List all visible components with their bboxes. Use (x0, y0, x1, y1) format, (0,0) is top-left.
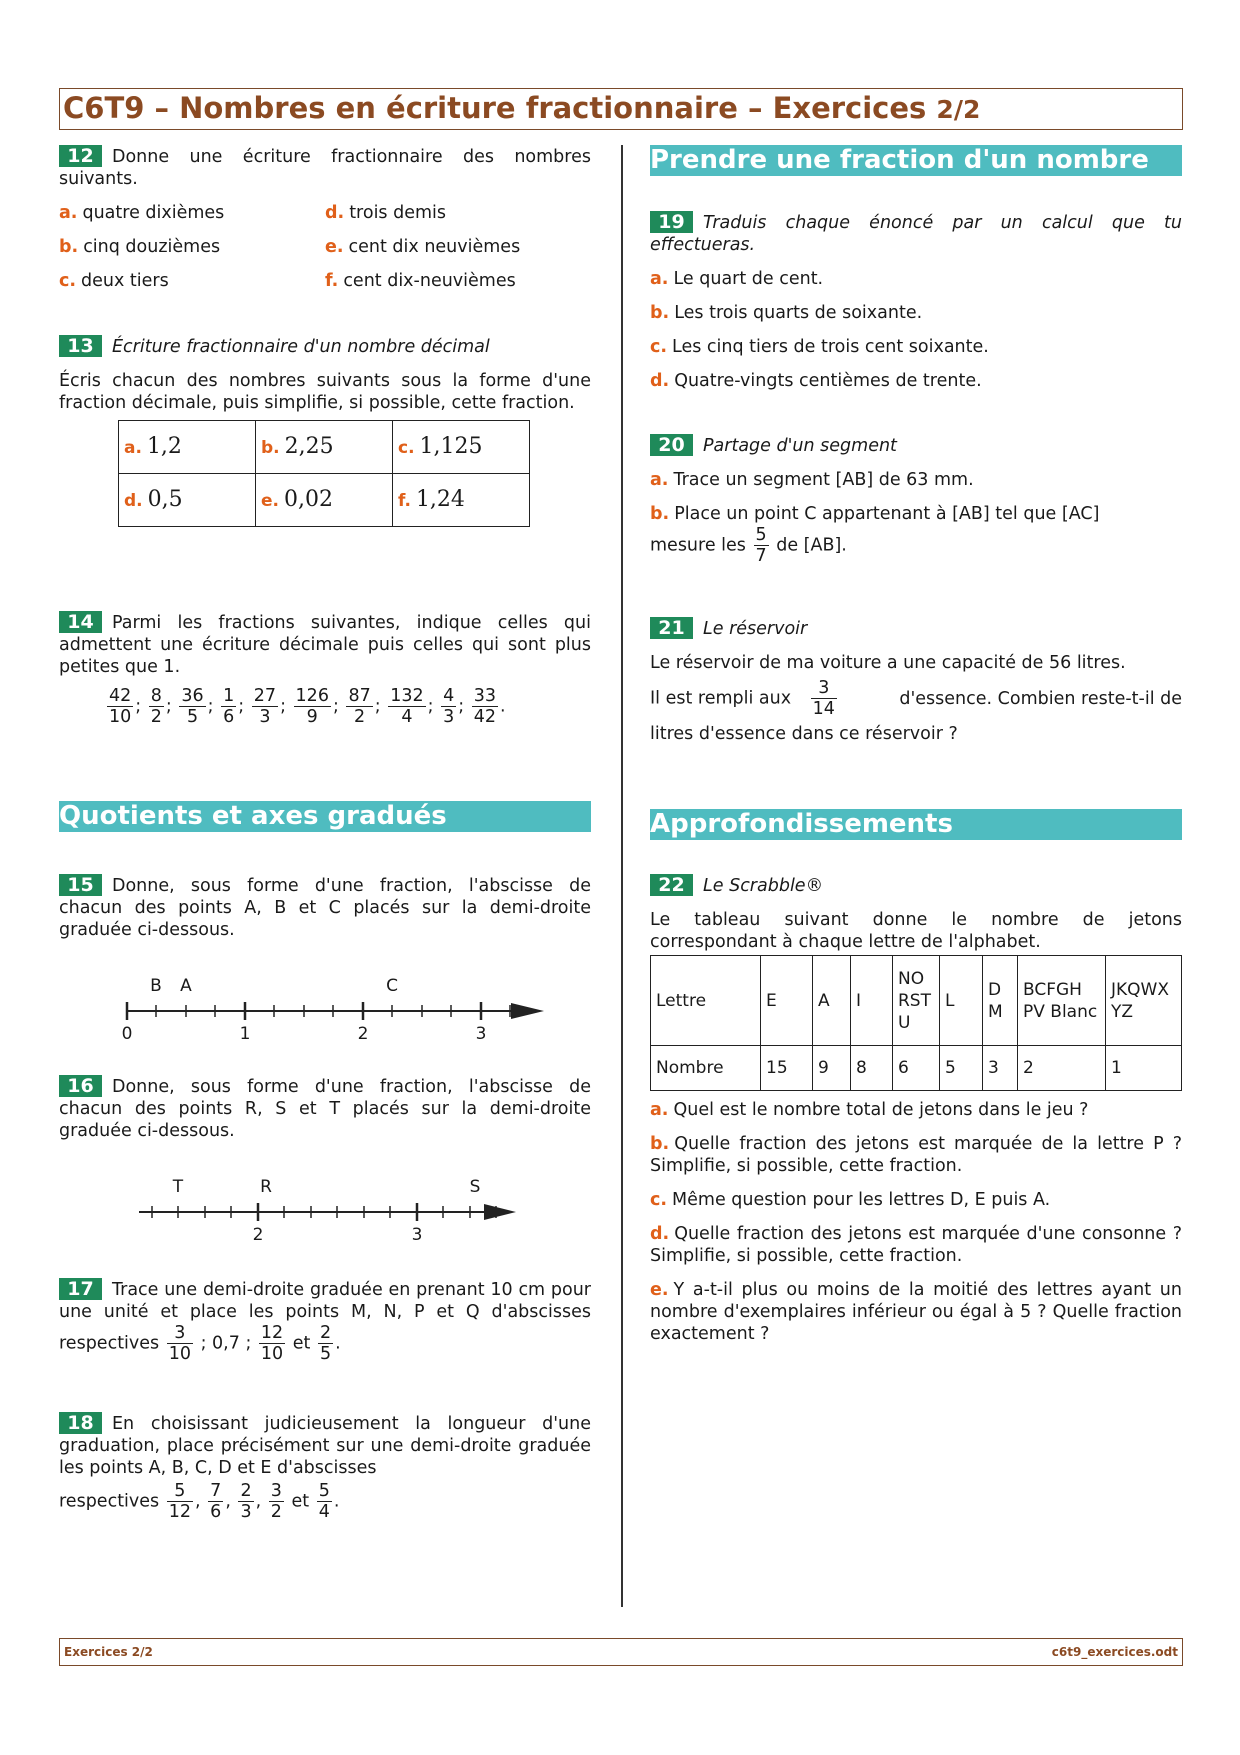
page-footer (59, 1638, 1183, 1666)
table-header-cell: Nombre (651, 1046, 761, 1091)
point-label-r: R (260, 1177, 272, 1197)
fraction: $\frac{36}{5}$ (181, 686, 204, 727)
section-header-quotients: Quotients et axes gradués (59, 801, 591, 832)
list-item: d. Quatre-vingts centièmes de trente. (650, 371, 982, 391)
table-cell: b. 2,25 (256, 421, 393, 474)
exercise-18: 18 En choisissant judicieusement la longueur d'une graduation, place précisément sur une demi-droite graduée les points A, B, C, D et E d'abscisses respectives $\frac{5}{12}$ , $\frac{7}{6}$ , $\frac{2}{3}$ , $\frac{3}{2}$ et $\frac{5}{4}$ . (59, 1412, 591, 1522)
exercise-prompt: Donne une écriture fractionnaire des nombres suivants. (59, 147, 591, 189)
table-cell: 5 (940, 1046, 983, 1091)
exercise-prompt: Écris chacun des nombres suivants sous la forme d'une fraction décimale, puis simplifie, si possible, cette fraction. (59, 371, 591, 413)
exercise-text: Place un point C appartenant à [AB] tel que [AC] (674, 504, 1100, 524)
list-item: b. Les trois quarts de soixante. (650, 303, 923, 323)
fraction: $\frac{5}{12}$ (168, 1481, 192, 1522)
tick-label: 1 (239, 1024, 251, 1044)
item-grid (59, 202, 591, 304)
fraction: $\frac{1}{6}$ (223, 686, 235, 727)
list-item: b. Quelle fraction des jetons est marquée de la lettre P ? Simplifie, si possible, cette fraction. (650, 1134, 1182, 1176)
table-header-cell: Lettre (651, 956, 761, 1046)
exercise-number: 20 (650, 434, 693, 456)
exercise-title: Le réservoir (703, 619, 808, 639)
list-item: c. deux tiers (59, 271, 169, 291)
table-cell: 3 (983, 1046, 1018, 1091)
table-cell: 8 (851, 1046, 893, 1091)
fraction: $\frac{42}{10}$ (109, 686, 132, 727)
fraction: $\frac{87}{2}$ (348, 686, 371, 727)
table-cell: D M (983, 956, 1018, 1046)
fraction: $\frac{4}{3}$ (443, 686, 455, 727)
exercise-number: 12 (59, 145, 102, 167)
exercise-number: 21 (650, 617, 693, 639)
table-cell: I (851, 956, 893, 1046)
exercise-number: 22 (650, 874, 693, 896)
exercise-text: litres d'essence dans ce réservoir ? (650, 724, 958, 744)
fraction: $\frac{7}{6}$ (210, 1481, 222, 1522)
exercise-text: Trace un segment [AB] de 63 mm. (673, 470, 974, 490)
fraction: $\frac{132}{4}$ (390, 686, 424, 727)
table-cell: c. 1,125 (393, 421, 530, 474)
section-header-fraction: Prendre une fraction d'un nombre (650, 145, 1182, 176)
exercise-20: 20 Partage d'un segment a. Trace un segment [AB] de 63 mm. b. Place un point C appartenant à [AB] tel que [AC] mesure les $\frac{5}{7}$ de [AB]. (650, 434, 1100, 566)
table-cell: f. 1,24 (393, 474, 530, 527)
list-item: e. cent dix neuvièmes (325, 237, 521, 257)
exercise-17: 17 Trace une demi-droite graduée en prenant 10 cm pour une unité et place les points M, N, P et Q d'abscisses respectives $\frac{3}{10}$ ; 0,7 ; $\frac{12}{10}$ et $\frac{2}{5}$ . (59, 1278, 591, 1364)
table-cell: 2 (1018, 1046, 1106, 1091)
exercise-prompt: Parmi les fractions suivantes, indique celles qui admettent une écriture décimale puis celles qui sont plus petites que 1. (59, 613, 591, 677)
fraction: $\frac{3}{10}$ (168, 1323, 192, 1364)
exercise-title: Le Scrabble® (703, 876, 824, 896)
fraction: $\frac{126}{9}$ (295, 686, 329, 727)
exercise-number: 19 (650, 211, 693, 233)
fraction: $\frac{12}{10}$ (260, 1323, 284, 1364)
exercise-21: 21 Le réservoir Le réservoir de ma voiture a une capacité de 56 litres. Il est rempli aux $\frac{3}{14}$ d'essence. Combien reste-t-il de litres d'essence dans ce réservoir ? (650, 617, 1182, 744)
fraction: $\frac{2}{3}$ (240, 1481, 252, 1522)
list-item: e. Y a-t-il plus ou moins de la moitié des lettres ayant un nombre d'exemplaires inférieur ou égal à 5 ? Quelle fraction exactement ? (650, 1280, 1182, 1344)
fraction: $\frac{33}{42}$ (473, 686, 496, 727)
title-text: C6T9 – Nombres en écriture fractionnaire – Exercices (63, 91, 927, 125)
exercise-12 (59, 145, 591, 304)
exercise-prompt: Traduis chaque énoncé par un calcul que tu effectueras. (650, 213, 1182, 255)
table-cell: 9 (813, 1046, 851, 1091)
fraction: $\frac{3}{2}$ (270, 1481, 282, 1522)
exercise-number: 14 (59, 611, 102, 633)
exercise-prompt: Trace une demi-droite graduée en prenant 10 cm pour une unité et place les points M, N, P et Q d'abscisses respectives (59, 1280, 591, 1354)
page-title (60, 89, 1182, 129)
exercise-title: Écriture fractionnaire d'un nombre décimal (112, 337, 490, 357)
footer-left: Exercices 2/2 (64, 1645, 153, 1659)
title-page: 2/2 (936, 95, 981, 124)
exercise-title: Partage d'un segment (703, 436, 897, 456)
table-cell: e. 0,02 (256, 474, 393, 527)
list-item: c. Les cinq tiers de trois cent soixante. (650, 337, 989, 357)
exercise-prompt: Donne, sous forme d'une fraction, l'abscisse de chacun des points A, B et C placés sur la demi-droite graduée ci-dessous. (59, 876, 591, 940)
exercise-19 (650, 211, 1182, 404)
fraction-list: $\frac{42}{10}$ ; $\frac{8}{2}$ ; $\frac{36}{5}$ ; $\frac{1}{6}$ ; $\frac{27}{3}$ ; $\frac{126}{9}$ ; $\frac{87}{2}$ ; $\frac{132}{4}$ ; $\frac{4}{3}$ ; $\frac{33}{42}$ . (109, 686, 506, 727)
exercise-13 (59, 335, 591, 527)
number-line-15 (59, 945, 591, 1045)
exercise-number: 18 (59, 1412, 102, 1434)
point-label-t: T (172, 1177, 184, 1197)
table-cell: 6 (893, 1046, 940, 1091)
table-cell: 15 (761, 1046, 813, 1091)
fraction: $\frac{5}{4}$ (318, 1481, 330, 1522)
table-cell: E (761, 956, 813, 1046)
list-item: d. trois demis (325, 203, 447, 223)
tick-label: 3 (411, 1225, 423, 1245)
scrabble-table (650, 955, 1182, 1091)
table-cell: 1 (1106, 1046, 1182, 1091)
table-cell: d. 0,5 (119, 474, 256, 527)
tick-label: 2 (357, 1024, 369, 1044)
fraction: $\frac{3}{14}$ (812, 678, 835, 719)
list-item: a. Le quart de cent. (650, 269, 824, 289)
exercise-22 (650, 874, 1182, 1345)
list-item: a. quatre dixièmes (59, 203, 225, 223)
point-label-b: B (150, 976, 162, 996)
exercise-text: Le réservoir de ma voiture a une capacité de 56 litres. (650, 653, 1126, 673)
tick-label: 3 (475, 1024, 487, 1044)
fraction: $\frac{27}{3}$ (253, 686, 277, 727)
item-list (650, 268, 1182, 404)
section-header-approfondissements: Approfondissements (650, 809, 1182, 840)
exercise-14 (59, 611, 591, 727)
table-cell: JKQWX YZ (1106, 956, 1182, 1046)
point-label-a: A (180, 976, 192, 996)
exercise-15 (59, 874, 591, 1045)
exercise-text: respectives (59, 1491, 160, 1512)
table-cell: NO RST U (893, 956, 940, 1046)
tick-label: 0 (121, 1024, 133, 1044)
fraction: $\frac{5}{7}$ (755, 525, 767, 566)
axis-arrow (484, 1204, 516, 1220)
list-item: c. Même question pour les lettres D, E puis A. (650, 1190, 1051, 1210)
title-box (59, 88, 1183, 130)
exercise-number: 13 (59, 335, 102, 357)
list-item: f. cent dix-neuvièmes (325, 271, 516, 291)
fraction: $\frac{2}{5}$ (320, 1323, 332, 1364)
exercise-prompt: Le tableau suivant donne le nombre de jetons correspondant à chaque lettre de l'alphabet. (650, 910, 1182, 952)
decimal-table (118, 420, 530, 527)
axis-arrow (511, 1003, 544, 1019)
fraction: $\frac{8}{2}$ (150, 686, 162, 727)
exercise-number: 16 (59, 1075, 102, 1097)
list-item: a. Quel est le nombre total de jetons dans le jeu ? (650, 1100, 1089, 1120)
footer-right: c6t9_exercices.odt (1051, 1645, 1178, 1659)
exercise-number: 15 (59, 874, 102, 896)
column-divider (621, 145, 623, 1607)
question-list (650, 1099, 1182, 1345)
exercise-prompt: Donne, sous forme d'une fraction, l'abscisse de chacun des points R, S et T placés sur la demi-droite graduée ci-dessous. (59, 1077, 591, 1141)
exercise-16 (59, 1075, 591, 1246)
table-cell: BCFGH PV Blanc (1018, 956, 1106, 1046)
number-line-16 (59, 1146, 591, 1246)
tick-label: 2 (252, 1225, 264, 1245)
exercise-prompt: En choisissant judicieusement la longueur d'une graduation, place précisément sur une demi-droite graduée les points A, B, C, D et E d'abscisses (59, 1414, 591, 1478)
table-cell: a. 1,2 (119, 421, 256, 474)
list-item: b. cinq douzièmes (59, 237, 221, 257)
exercise-number: 17 (59, 1278, 102, 1300)
table-cell: A (813, 956, 851, 1046)
table-cell: L (940, 956, 983, 1046)
point-label-c: C (386, 976, 398, 996)
point-label-s: S (469, 1177, 481, 1197)
list-item: d. Quelle fraction des jetons est marquée d'une consonne ? Simplifie, si possible, cette fraction. (650, 1224, 1182, 1266)
